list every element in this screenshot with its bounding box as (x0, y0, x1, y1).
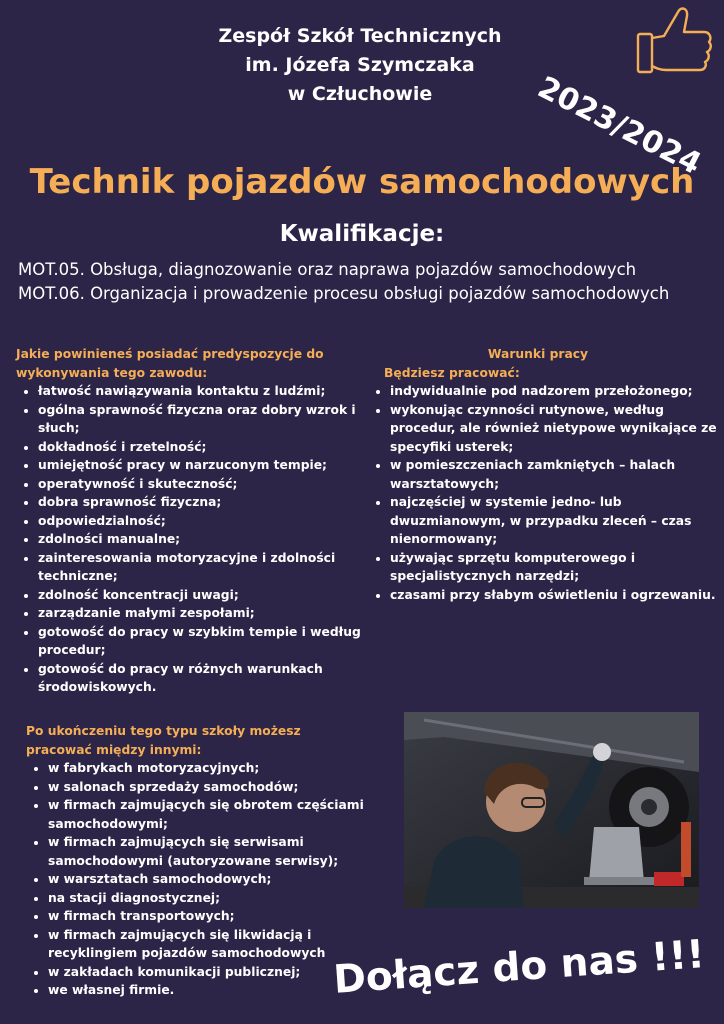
list-item: • zdolności manualne; (38, 530, 366, 549)
list-item: • zarządzanie małymi zespołami; (38, 604, 366, 623)
list-item: • czasami przy słabym oświetleniu i ogrzewaniu. (390, 586, 718, 605)
predispositions-heading-line2: wykonywania tego zawodu: (16, 365, 208, 380)
thumbs-up-icon (634, 2, 714, 76)
qualification-item: MOT.05. Obsługa, diagnozowanie oraz naprawa pojazdów samochodowych (18, 260, 637, 279)
list-item: • gotowość do pracy w różnych warunkach środowiskowych. (38, 660, 366, 697)
jobs-heading-line2: pracować między innymi: (26, 742, 202, 757)
list-item: • gotowość do pracy w szybkim tempie i według procedur; (38, 623, 366, 660)
list-item: • w pomieszczeniach zamkniętych – halach warsztatowych; (390, 456, 718, 493)
work-conditions-subheading: Będziesz pracować: (384, 365, 520, 380)
list-item: • umiejętność pracy w narzuconym tempie; (38, 456, 366, 475)
predispositions-section (16, 345, 366, 697)
page-title: Technik pojazdów samochodowych (29, 162, 695, 202)
list-item: • w salonach sprzedaży samochodów; (48, 778, 371, 797)
list-item: • we własnej firmie. (48, 981, 371, 1000)
list-item: • w warsztatach samochodowych; (48, 870, 371, 889)
list-item: • na stacji diagnostycznej; (48, 889, 371, 908)
school-name-line2: im. Józefa Szymczaka (245, 54, 475, 76)
list-item: • wykonując czynności rutynowe, według procedur, ale również nietypowe wynikające ze specyfiki usterek; (390, 401, 718, 457)
list-item: • najczęściej w systemie jedno- lub dwuzmianowym, w przypadku zleceń – czas nienormowany; (390, 493, 718, 549)
school-name-line3: w Człuchowie (287, 83, 433, 105)
jobs-heading (26, 722, 371, 759)
list-item: • w firmach zajmujących się obrotem częściami samochodowymi; (48, 796, 371, 833)
jobs-list (26, 759, 371, 1000)
join-us-slogan: Dołącz do nas !!! (332, 932, 707, 1003)
list-item: • w firmach zajmujących się likwidacją i recyklingiem pojazdów samochodowych (48, 926, 371, 963)
list-item: • używając sprzętu komputerowego i specjalistycznych narzędzi; (390, 549, 718, 586)
list-item: • zdolność koncentracji uwagi; (38, 586, 366, 605)
qualifications-heading: Kwalifikacje: (279, 221, 445, 247)
mechanic-photo (404, 712, 699, 908)
qualification-item: MOT.06. Organizacja i prowadzenie procesu obsługi pojazdów samochodowych (18, 284, 670, 303)
list-item: • w firmach zajmujących się serwisami samochodowymi (autoryzowane serwisy); (48, 833, 371, 870)
list-item: • w fabrykach motoryzacyjnych; (48, 759, 371, 778)
list-item: • w firmach transportowych; (48, 907, 371, 926)
work-conditions-section (368, 345, 718, 604)
list-item: • odpowiedzialność; (38, 512, 366, 531)
list-item: • w zakładach komunikacji publicznej; (48, 963, 371, 982)
school-name (160, 22, 560, 109)
work-conditions-heading: Warunki pracy (487, 347, 589, 361)
jobs-section (26, 722, 371, 1000)
list-item: • łatwość nawiązywania kontaktu z ludźmi; (38, 382, 366, 401)
list-item: • indywidualnie pod nadzorem przełożonego; (390, 382, 718, 401)
qualifications-list (18, 258, 718, 306)
list-item: • operatywność i skuteczność; (38, 475, 366, 494)
list-item: • dokładność i rzetelność; (38, 438, 366, 457)
jobs-heading-line1: Po ukończeniu tego typu szkoły możesz (26, 724, 301, 738)
predispositions-list (16, 382, 366, 697)
predispositions-heading (16, 345, 366, 382)
school-name-line1: Zespół Szkół Technicznych (218, 25, 502, 47)
list-item: • zainteresowania motoryzacyjne i zdolności techniczne; (38, 549, 366, 586)
list-item: • ogólna sprawność fizyczna oraz dobry wzrok i słuch; (38, 401, 366, 438)
predispositions-heading-line1: Jakie powinieneś posiadać predyspozycje do (16, 347, 324, 361)
school-year: 2023/2024 (532, 70, 707, 182)
list-item: • dobra sprawność fizyczna; (38, 493, 366, 512)
work-conditions-list (368, 382, 718, 604)
